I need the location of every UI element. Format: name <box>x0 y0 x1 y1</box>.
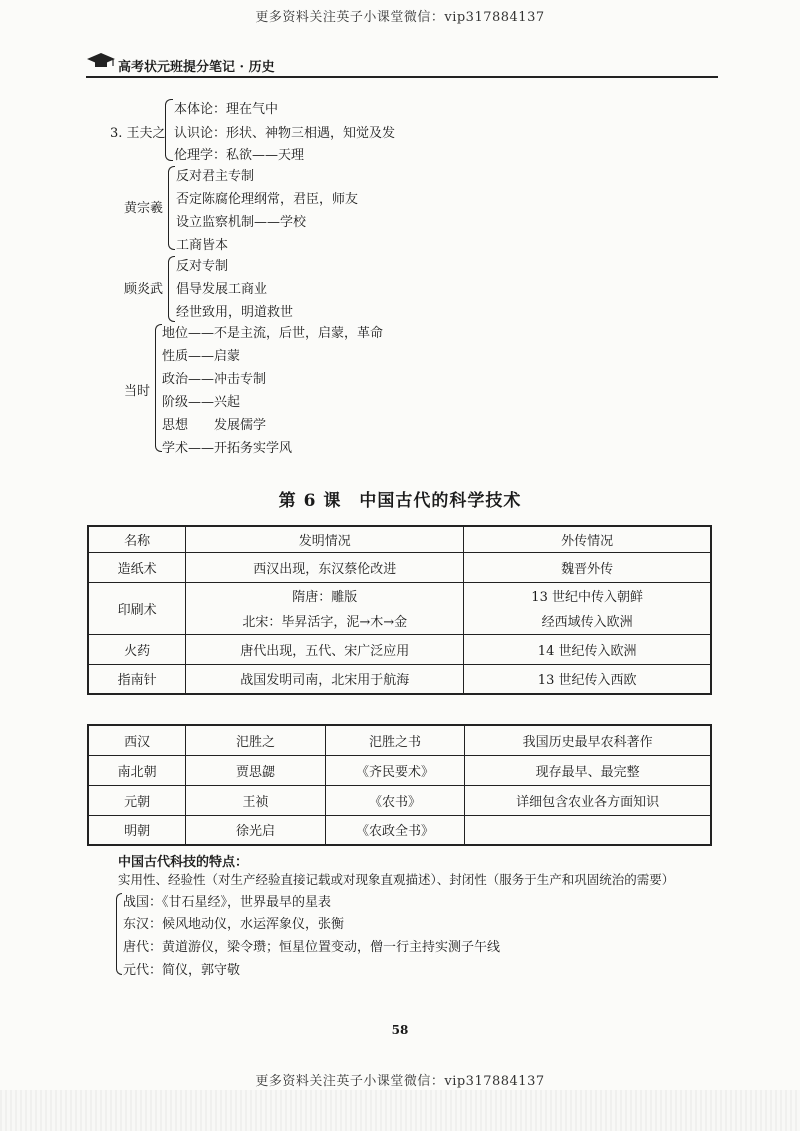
table-cell <box>186 582 464 634</box>
watermark-top: 更多资料关注英子小课堂微信：vip317884137 <box>255 10 545 25</box>
table-header: 发明情况 <box>186 526 464 552</box>
table-cell: 火药 <box>88 634 186 664</box>
huang-label: 黄宗羲 <box>124 201 164 216</box>
watermark-bottom: 更多资料关注英子小课堂微信：vip317884137 <box>255 1074 545 1089</box>
huang-item: 工商皆本 <box>176 238 229 253</box>
wang-item: 认识论：形状、神物三相遇，知觉及发 <box>174 126 396 141</box>
table-cell: 汜胜之 <box>186 725 326 755</box>
table-cell: 印刷术 <box>88 582 186 634</box>
dangshi-item: 地位——不是主流，后世，启蒙，革命 <box>162 326 384 341</box>
features-item: 唐代：黄道游仪，梁令瓒；恒星位置变动，僧一行主持实测子午线 <box>123 940 501 955</box>
gu-item: 反对专制 <box>176 259 229 274</box>
table-cell: 明朝 <box>88 815 186 845</box>
page-number: 58 <box>391 1023 409 1037</box>
scan-noise <box>0 1090 800 1131</box>
features-item: 东汉：候风地动仪，水运浑象仪，张衡 <box>123 917 345 932</box>
table-cell: 我国历史最早农科著作 <box>465 725 711 755</box>
table-header: 外传情况 <box>464 526 711 552</box>
invention-table <box>87 525 712 695</box>
table-cell: 《农书》 <box>325 785 465 815</box>
huang-brace <box>168 166 175 250</box>
table-cell: 指南针 <box>88 664 186 694</box>
gu-item: 倡导发展工商业 <box>176 282 268 297</box>
wang-brace <box>165 99 173 161</box>
page-header <box>86 48 718 78</box>
table-cell: 唐代出现，五代、宋广泛应用 <box>186 634 464 664</box>
table-cell-line: 经西域传入欧洲 <box>541 615 633 630</box>
dangshi-item: 政治——冲击专制 <box>162 372 267 387</box>
graduation-cap-icon <box>86 52 116 70</box>
dangshi-item: 学术——开拓务实学风 <box>162 441 293 456</box>
table-cell: 王祯 <box>186 785 326 815</box>
dangshi-item: 性质——启蒙 <box>162 349 241 364</box>
features-brace <box>116 893 122 975</box>
table-cell: 元朝 <box>88 785 186 815</box>
dangshi-label: 当时 <box>124 384 151 399</box>
wang-item: 伦理学：私欲——天理 <box>174 148 305 163</box>
table-cell-line: 隋唐：雕版 <box>292 590 358 605</box>
dangshi-item: 思想 发展儒学 <box>162 418 267 433</box>
huang-item: 设立监察机制——学校 <box>176 215 307 230</box>
table-header: 名称 <box>88 526 186 552</box>
table-cell: 13 世纪传入西欧 <box>464 664 711 694</box>
table-cell: 贾思勰 <box>186 755 326 785</box>
table-cell: 西汉 <box>88 725 186 755</box>
table-cell: 14 世纪传入欧洲 <box>464 634 711 664</box>
table-cell <box>465 815 711 845</box>
gu-label: 顾炎武 <box>124 282 164 297</box>
wang-item: 本体论：理在气中 <box>174 102 279 117</box>
table-cell: 西汉出现，东汉蔡伦改进 <box>186 552 464 582</box>
features-line: 实用性、经验性（对生产经验直接记载或对现象直观描述）、封闭性（服务于生产和巩固统治的需要） <box>118 872 675 887</box>
huang-item: 否定陈腐伦理纲常，君臣，师友 <box>176 192 359 207</box>
features-item: 战国：《甘石星经》，世界最早的星表 <box>123 895 332 910</box>
table-cell: 战国发明司南，北宋用于航海 <box>186 664 464 694</box>
table-cell: 造纸术 <box>88 552 186 582</box>
wang-label: 3. 王夫之 <box>110 126 166 141</box>
huang-item: 反对君主专制 <box>176 169 255 184</box>
table-cell: 汜胜之书 <box>325 725 465 755</box>
header-title: 高考状元班提分笔记 · 历史 <box>118 60 275 75</box>
table-cell: 详细包含农业各方面知识 <box>465 785 711 815</box>
agriculture-table <box>87 724 712 846</box>
gu-brace <box>168 256 175 322</box>
table-cell: 南北朝 <box>88 755 186 785</box>
table-cell: 徐光启 <box>186 815 326 845</box>
table-cell: 《齐民要术》 <box>325 755 465 785</box>
features-item: 元代：简仪，郭守敬 <box>123 963 241 978</box>
table-cell: 《农政全书》 <box>325 815 465 845</box>
gu-item: 经世致用，明道救世 <box>176 305 294 320</box>
table-cell: 魏晋外传 <box>464 552 711 582</box>
dangshi-item: 阶级——兴起 <box>162 395 241 410</box>
table-cell-line: 北宋：毕昇活字，泥→木→金 <box>242 615 408 630</box>
table-cell-line: 13 世纪中传入朝鲜 <box>531 590 643 605</box>
table-cell <box>464 582 711 634</box>
features-heading: 中国古代科技的特点： <box>118 855 249 870</box>
dangshi-brace <box>155 324 162 452</box>
lesson-title: 第 6 课 中国古代的科学技术 <box>278 491 522 511</box>
table-cell: 现存最早、最完整 <box>465 755 711 785</box>
